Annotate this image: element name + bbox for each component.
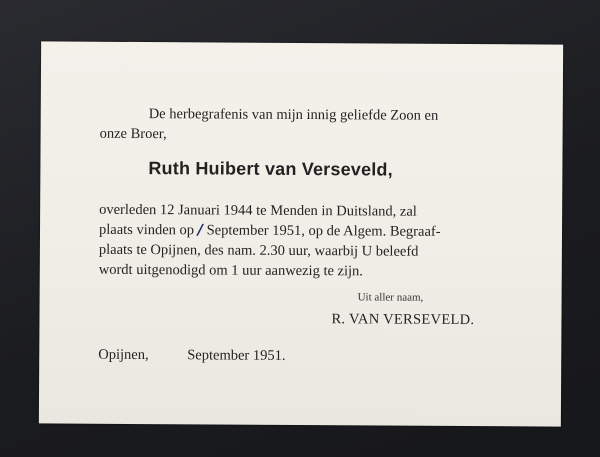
deceased-name: Ruth Huibert van Verseveld, [148, 158, 393, 180]
body-line-1: overleden 12 Januari 1944 te Menden in Duitsland, zal [99, 201, 417, 220]
on-behalf-text: Uit aller naam, [357, 291, 424, 304]
body-line-4: wordt uitgenodigd om 1 uur aanwezig te zijn. [98, 261, 363, 280]
body-line-3: plaats te Opijnen, des nam. 2.30 uur, waarbij U beleefd [98, 241, 419, 260]
intro-line-1: De herbegrafenis van mijn innig geliefde Zoon en [148, 106, 439, 124]
body-line-2-end: September 1951, op de Algem. Begraaf- [202, 222, 441, 240]
signatory-name: R. VAN VERSEVELD. [331, 311, 475, 329]
intro-line-2: onze Broer, [99, 125, 167, 143]
body-line-2 [99, 220, 441, 242]
body-line-2-start: plaats vinden op [98, 221, 198, 239]
footer-date: September 1951. [187, 347, 286, 364]
footer-place: Opijnen, [98, 346, 149, 364]
handwritten-day-mark: / [197, 222, 204, 239]
funeral-notice-card [39, 41, 563, 426]
